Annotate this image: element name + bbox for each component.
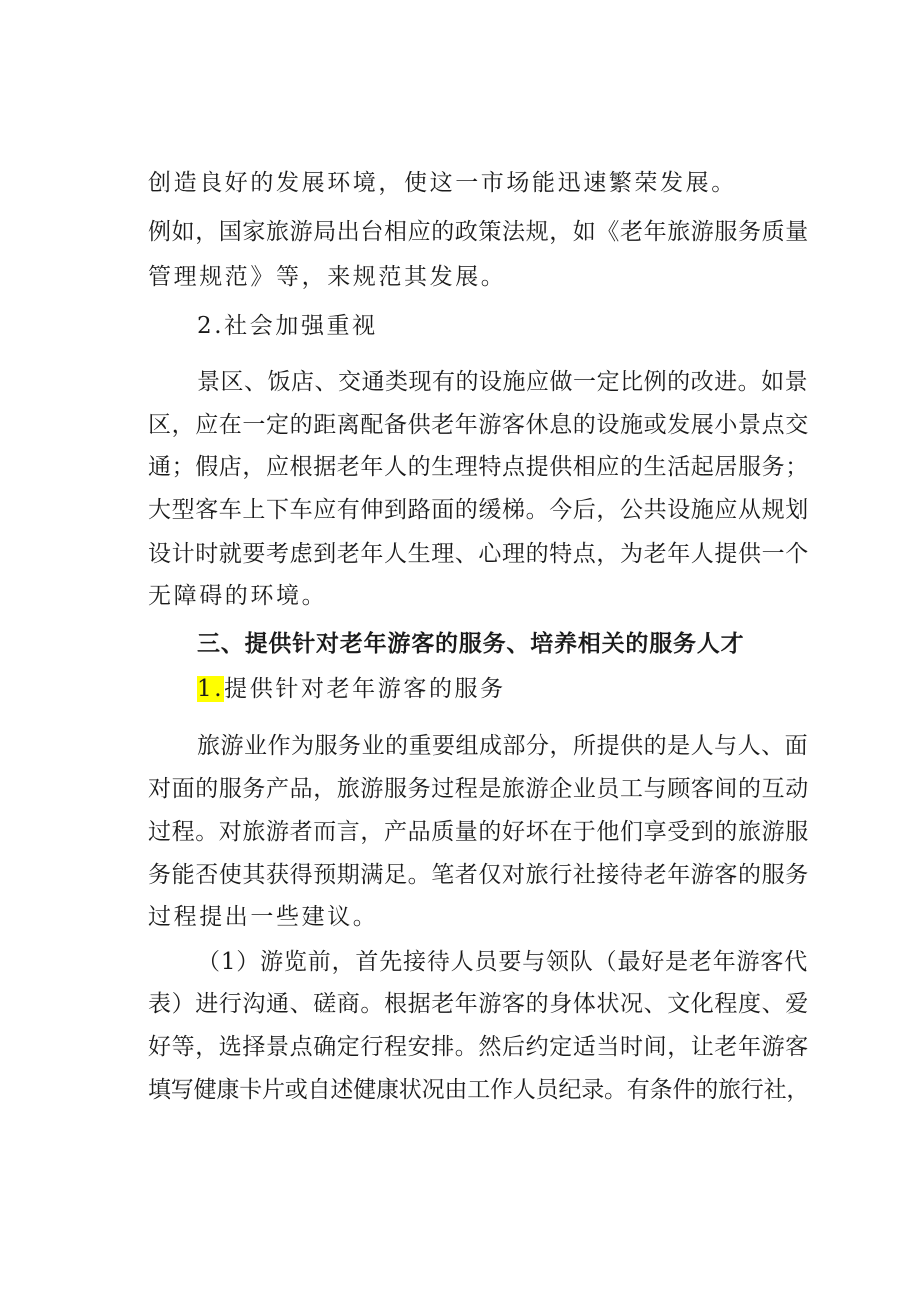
paragraph-line: 通；假店，应根据老年人的生理特点提供相应的生活起居服务；: [148, 454, 809, 480]
paragraph-line: 无障碍的环境。: [148, 583, 328, 609]
paragraph-line: 例如，国家旅游局出台相应的政策法规，如《老年旅游服务质量: [148, 219, 809, 245]
paragraph-line: 对面的服务产品，旅游服务过程是旅游企业员工与顾客间的互动: [148, 776, 809, 802]
paragraph-line: 过程提出一些建议。: [148, 904, 379, 930]
subsection-heading: 2.社会加强重视: [197, 313, 378, 339]
subsection-heading-text: 提供针对老年游客的服务: [224, 676, 506, 702]
paragraph-line: 区，应在一定的距离配备供老年游客休息的设施或发展小景点交: [148, 412, 809, 438]
subsection-heading-highlighted: [197, 674, 808, 704]
highlighted-number: 1.: [197, 676, 225, 702]
paragraph-line: 创造良好的发展环境，使这一市场能迅速繁荣发展。: [148, 170, 737, 196]
paragraph-line: 过程。对旅游者而言，产品质量的好坏在于他们享受到的旅游服: [148, 819, 809, 845]
paragraph-line: （1）游览前，首先接待人员要与领队（最好是老年游客代: [197, 949, 808, 975]
paragraph-line: 表）进行沟通、磋商。根据老年游客的身体状况、文化程度、爱: [148, 991, 809, 1017]
paragraph-line: 填写健康卡片或自述健康状况由工作人员纪录。有条件的旅行社，: [148, 1077, 810, 1103]
paragraph-line: 管理规范》等，来规范其发展。: [148, 264, 507, 290]
paragraph-line: 旅游业作为服务业的重要组成部分，所提供的是人与人、面: [197, 733, 808, 759]
paragraph-line: 大型客车上下车应有伸到路面的缓梯。今后，公共设施应从规划: [148, 497, 809, 523]
paragraph-line: 设计时就要考虑到老年人生理、心理的特点，为老年人提供一个: [148, 541, 809, 567]
paragraph-line: 务能否使其获得预期满足。笔者仅对旅行社接待老年游客的服务: [148, 862, 809, 888]
section-heading: 三、提供针对老年游客的服务、培养相关的服务人才: [197, 631, 745, 657]
paragraph-line: 好等，选择景点确定行程安排。然后约定适当时间，让老年游客: [148, 1034, 809, 1060]
paragraph-line: 景区、饭店、交通类现有的设施应做一定比例的改进。如景: [197, 369, 808, 395]
